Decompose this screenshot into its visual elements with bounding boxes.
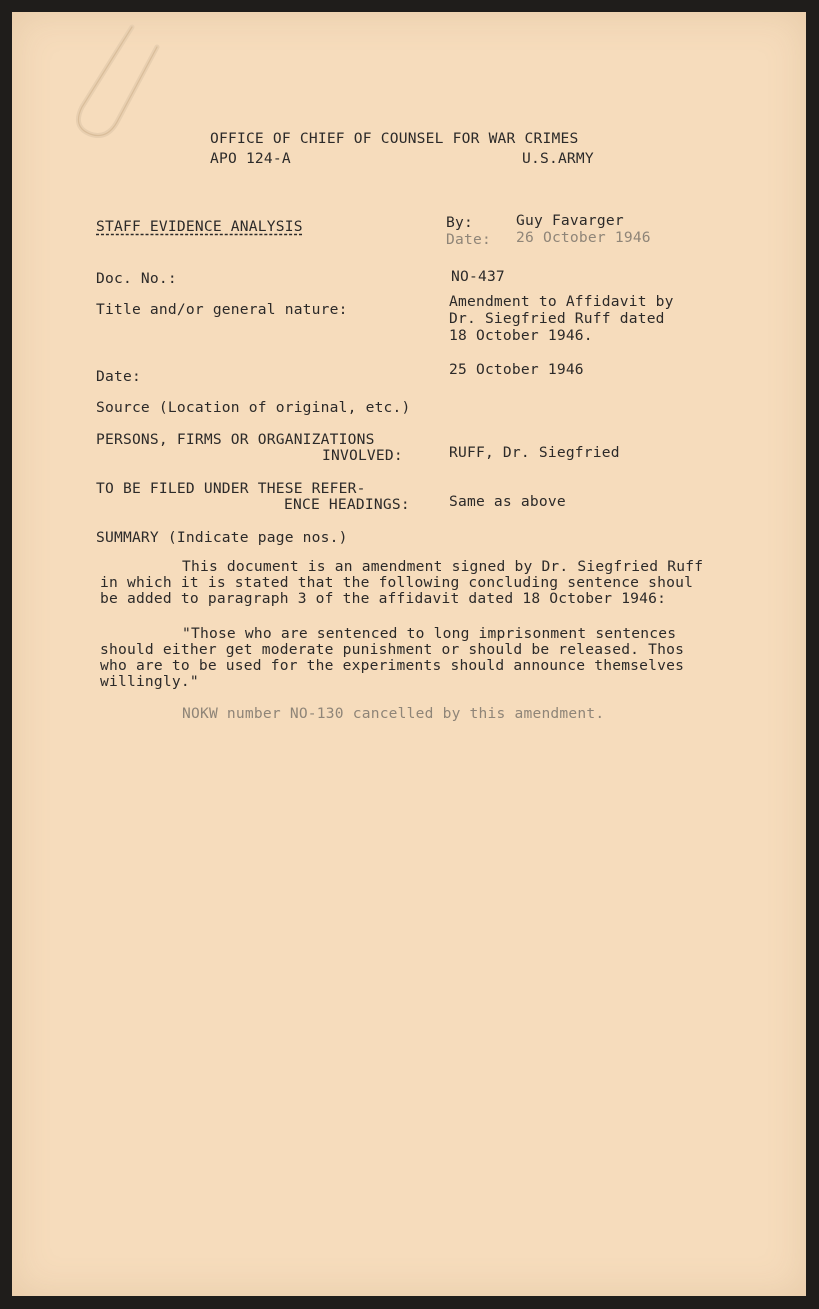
title-value-line: 18 October 1946. xyxy=(449,327,593,344)
paperclip-mark-icon xyxy=(62,22,172,142)
source-label: Source (Location of original, etc.) xyxy=(96,399,411,416)
apo-line: APO 124-A xyxy=(210,150,291,167)
quote-line: willingly." xyxy=(100,673,199,690)
summary-paragraph-line: This document is an amendment signed by Dr. Siegfried Ruff xyxy=(182,558,704,575)
filed-value: Same as above xyxy=(449,493,566,510)
analysis-date-label: Date: xyxy=(446,231,491,248)
persons-label-2: INVOLVED: xyxy=(322,447,403,464)
summary-paragraph-line: in which it is stated that the following concluding sentence shoul xyxy=(100,574,694,591)
by-value: Guy Favarger xyxy=(516,212,624,229)
persons-label: PERSONS, FIRMS OR ORGANIZATIONS xyxy=(96,431,375,448)
filed-label: TO BE FILED UNDER THESE REFER- xyxy=(96,480,366,497)
persons-value: RUFF, Dr. Siegfried xyxy=(449,444,620,461)
analysis-date-value: 26 October 1946 xyxy=(516,229,651,246)
doc-no-value: NO-437 xyxy=(451,268,505,285)
quote-line: should either get moderate punishment or should be released. Thos xyxy=(100,641,685,658)
title-label: Title and/or general nature: xyxy=(96,301,348,318)
title-value-line: Dr. Siegfried Ruff dated xyxy=(449,310,665,327)
army-line: U.S.ARMY xyxy=(522,150,594,167)
by-label: By: xyxy=(446,214,473,231)
cancellation-note: NOKW number NO-130 cancelled by this amendment. xyxy=(182,705,605,722)
doc-no-label: Doc. No.: xyxy=(96,270,177,287)
quote-line: "Those who are sentenced to long imprisonment sentences xyxy=(182,625,677,642)
filed-label-2: ENCE HEADINGS: xyxy=(284,496,410,513)
summary-label: SUMMARY (Indicate page nos.) xyxy=(96,529,348,546)
quote-line: who are to be used for the experiments should announce themselves xyxy=(100,657,685,674)
analysis-title: STAFF EVIDENCE ANALYSIS xyxy=(96,218,303,235)
title-value-line: Amendment to Affidavit by xyxy=(449,293,674,310)
summary-paragraph-line: be added to paragraph 3 of the affidavit dated 18 October 1946: xyxy=(100,590,667,607)
office-heading: OFFICE OF CHIEF OF COUNSEL FOR WAR CRIMES xyxy=(210,130,579,147)
date-value: 25 October 1946 xyxy=(449,361,584,378)
document-page xyxy=(12,12,806,1296)
date-label: Date: xyxy=(96,368,141,385)
